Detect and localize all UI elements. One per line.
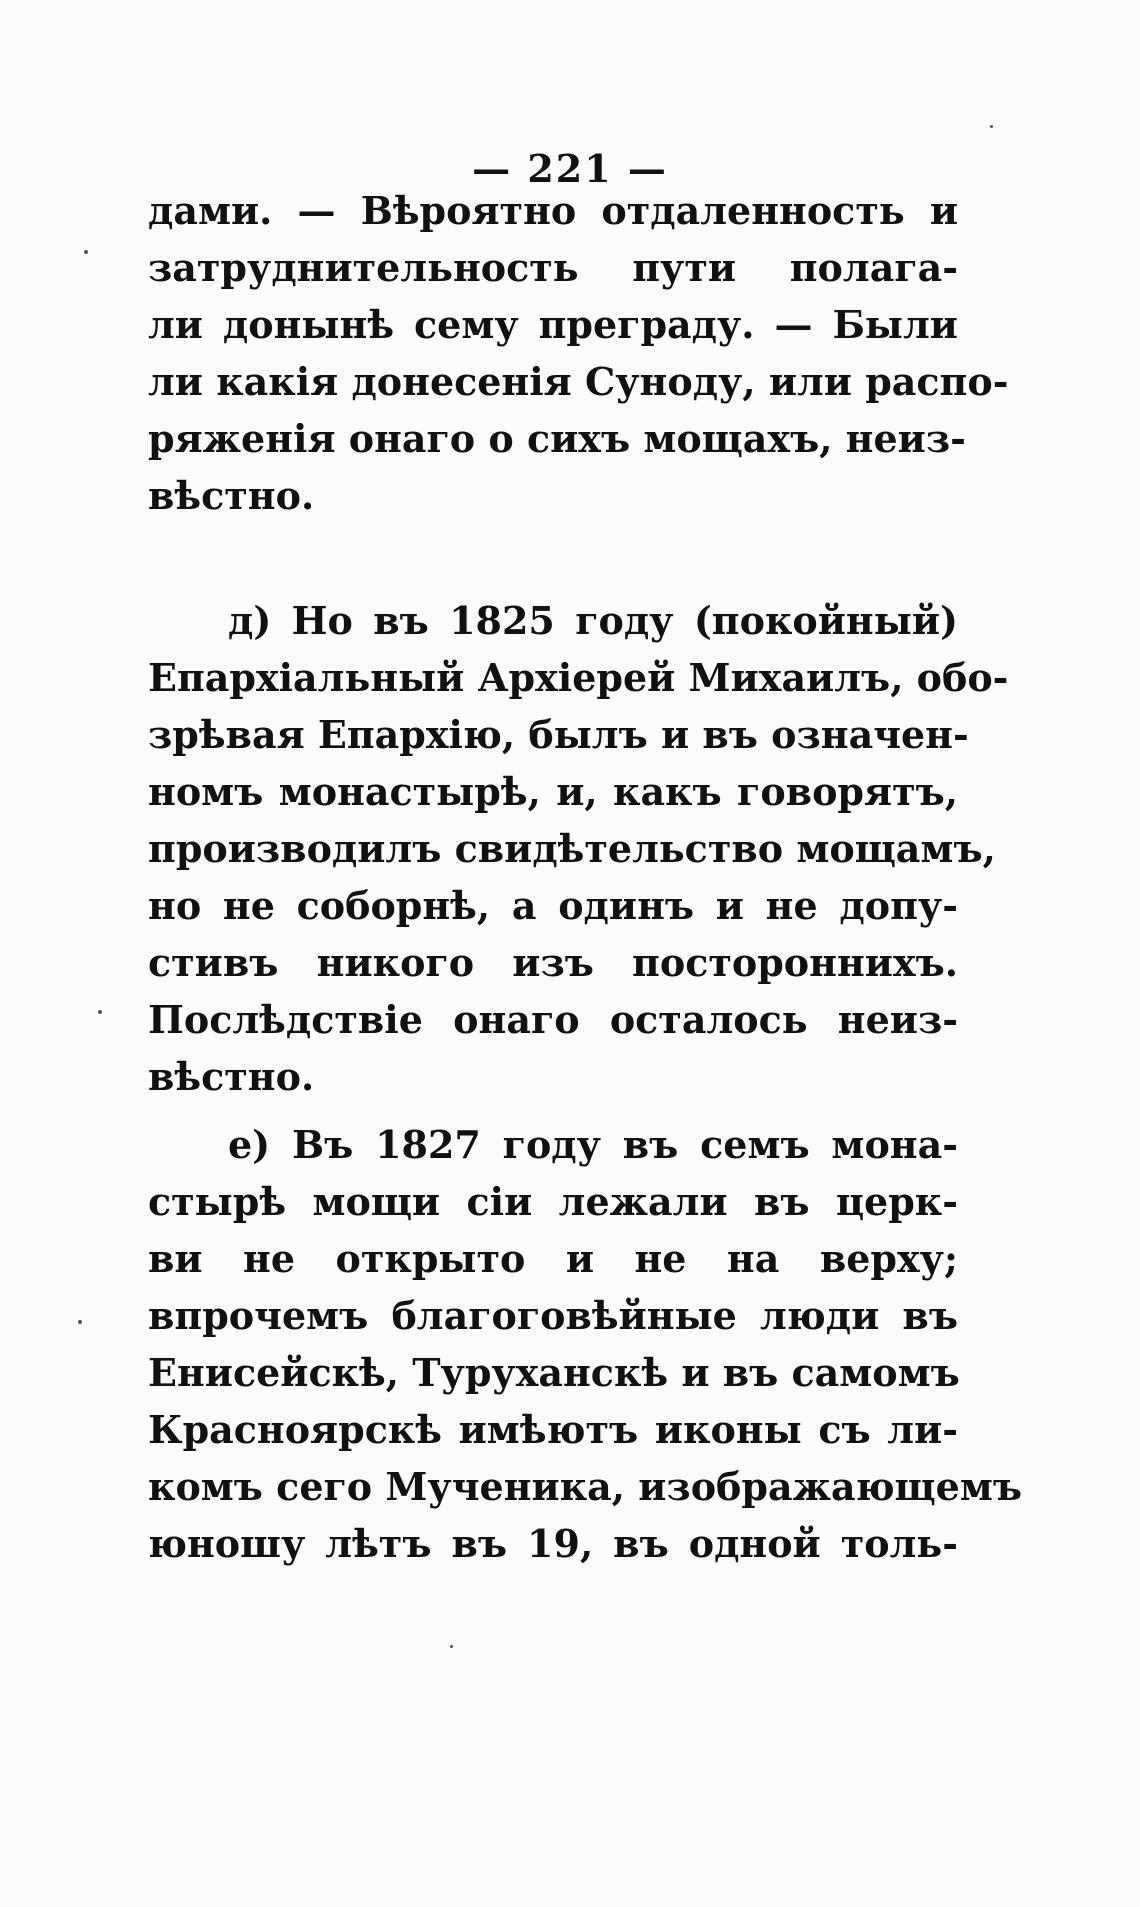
text-line: Послѣдствіе онаго осталось неиз- [148, 997, 958, 1042]
text-line: стырѣ мощи сіи лежали въ церк- [148, 1179, 958, 1224]
text-line: Красноярскѣ имѣютъ иконы съ ли- [148, 1407, 958, 1452]
text-line: вѣстно. [148, 1054, 315, 1099]
text-line: затруднительность пути полага- [148, 245, 958, 290]
text-line: зрѣвая Епархію, былъ и въ означен- [148, 712, 969, 757]
text-line: д) Но въ 1825 году (покойный) [228, 598, 958, 643]
text-line: е) Въ 1827 году въ семъ мона- [228, 1122, 958, 1167]
text-line: стивъ никого изъ постороннихъ. [148, 940, 958, 985]
paper-speck [450, 1645, 453, 1648]
paragraph-3 [148, 1116, 1022, 1572]
text-line: ли какія донесенія Суноду, или распо- [148, 359, 1009, 404]
text-line: ли донынѣ сему преграду. — Были [148, 302, 958, 347]
text-line: производилъ свидѣтельство мощамъ, [148, 826, 996, 871]
text-line: ряженія онаго о сихъ мощахъ, неиз- [148, 416, 966, 461]
text-line: юношу лѣтъ въ 19, въ одной толь- [148, 1521, 958, 1566]
text-line: дами. — Вѣроятно отдаленность и [148, 188, 958, 233]
text-line: ви не открыто и не на верху; [148, 1236, 958, 1281]
text-line: номъ монастырѣ, и, какъ говорятъ, [148, 769, 958, 814]
paragraph-2 [148, 592, 1009, 1105]
paper-speck [78, 1320, 82, 1324]
paper-speck [98, 1010, 102, 1014]
text-line: Епархіальный Архіерей Михаилъ, обо- [148, 655, 1009, 700]
page-number: — 221 — [472, 146, 668, 191]
paragraph-1 [148, 182, 1009, 524]
text-line: комъ сего Мученика, изображающемъ [148, 1464, 1022, 1509]
text-line: вѣстно. [148, 473, 315, 518]
paper-speck [990, 125, 993, 128]
text-line: но не соборнѣ, а одинъ и не допу- [148, 883, 958, 928]
text-line: впрочемъ благоговѣйные люди въ [148, 1293, 958, 1338]
text-line: Енисейскѣ, Туруханскѣ и въ самомъ [148, 1350, 960, 1395]
paper-speck [84, 250, 88, 254]
